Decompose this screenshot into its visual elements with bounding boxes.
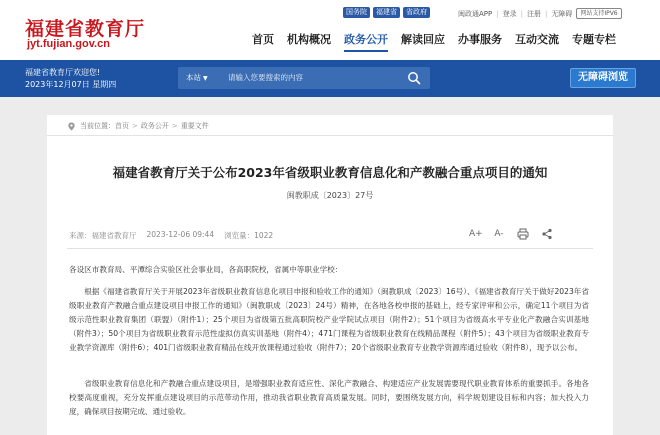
breadcrumb-important-documents[interactable]: 重要文件	[180, 122, 209, 130]
nav-home[interactable]: 首页	[252, 33, 274, 46]
document-number: 闽教职成〔2023〕27号	[286, 191, 374, 200]
nav-special-topics[interactable]: 专题专栏	[572, 33, 616, 46]
article-tools	[469, 228, 553, 240]
article-date: 2023-12-06 09:44	[146, 230, 215, 239]
font-decrease-button[interactable]: A-	[494, 229, 504, 239]
breadcrumb-separator: >	[171, 122, 178, 130]
breadcrumb	[67, 121, 209, 131]
search-input[interactable]: 请输入您要搜索的内容	[228, 73, 303, 82]
breadcrumb-home[interactable]: 首页	[115, 122, 129, 130]
badge-provincial-gov[interactable]: 省政府	[403, 7, 430, 18]
divider: |	[544, 9, 548, 18]
search-icon[interactable]	[407, 71, 421, 85]
top-links	[458, 8, 622, 19]
nav-interaction[interactable]: 互动交流	[515, 33, 559, 46]
link-login[interactable]: 登录	[502, 9, 517, 18]
divider	[67, 248, 593, 249]
gov-badges	[343, 7, 430, 18]
nav-services[interactable]: 办事服务	[458, 33, 502, 46]
accessibility-button[interactable]: 无障碍浏览	[570, 68, 636, 88]
article-paragraph-2: 省级职业教育信息化和产教融合重点建设项目，是增强职业教育适应性、深化产教融合、构建适应产业发展需要现代职业教育体系的重要抓手。各地各校要高度重视，充分发挥重点建设项目的示范带动作用，推动我省职业教育高质量发展。同时，要围绕发展方向，科学规划建设目标和内容；加大投入力度，确保项目按期完成、通过验收。	[69, 379, 589, 416]
welcome-block	[25, 67, 116, 91]
article-title: 福建省教育厅关于公布2023年省级职业教育信息化和产教融合重点项目的通知	[112, 165, 548, 180]
chevron-down-icon: ▼	[203, 75, 208, 82]
nav-org-overview[interactable]: 机构概况	[287, 33, 331, 46]
article-source: 来源：福建省教育厅	[69, 231, 137, 240]
search-scope-select[interactable]	[186, 72, 208, 83]
link-register[interactable]: 注册	[526, 9, 541, 18]
breadcrumb-separator: >	[132, 122, 138, 130]
breadcrumb-government-affairs[interactable]: 政务公开	[140, 122, 169, 130]
divider: |	[496, 9, 499, 18]
location-icon	[67, 122, 76, 131]
link-mzt-app[interactable]: 闽政通APP	[458, 9, 493, 18]
link-accessibility[interactable]: 无障碍	[551, 9, 573, 18]
current-date: 2023年12月07日 星期四	[25, 80, 117, 89]
divider	[47, 135, 613, 136]
breadcrumb-label: 当前位置：	[80, 122, 115, 130]
article-panel	[47, 115, 613, 435]
font-increase-button[interactable]: A+	[469, 229, 483, 239]
site-header	[0, 0, 660, 60]
badge-fujian[interactable]: 福建省	[373, 7, 400, 18]
print-icon[interactable]	[517, 228, 529, 240]
nav-government-affairs[interactable]: 政务公开	[344, 31, 388, 52]
ipv6-badge: 网站支持IPV6	[576, 8, 621, 19]
article-paragraph-1: 根据《福建省教育厅关于开展2023年省级职业教育信息化项目申报和验收工作的通知》（闽教职成〔2023〕16号）、《福建省教育厅关于做好2023年省级职业教育产教融合重点建设项目申报工作的通知》（闽教职成〔2023〕24号）精神，在各地各校申报的基础上，经专家评审和公示，确定11个项目为省级示范性职业教育集团（联盟）（附件1）；25个项目为省级第五批高职院校产业学院试点项目（附件2）；51个项目为省级高水平专业化产教融合实训基地（附件3）；50个项目为省级职业教育示范性虚拟仿真实训基地（附件4）；471门课程为省级职业教育在线精品课程（附件5）；43个项目为省级职业教育专业教学资源库（附件6）；401门省级职业教育精品在线开放课程通过验收（附件7）；20个省级职业教育专业教学资源库通过验收（附件8），现予以公布。	[69, 287, 589, 352]
site-title[interactable]: 福建省教育厅	[25, 18, 146, 40]
blue-band	[0, 60, 660, 97]
article-paragraph-salutation: 各设区市教育局、平潭综合实验区社会事业局，各高职院校，省属中等职业学校：	[69, 265, 343, 274]
article-views: 浏览量：1022	[224, 231, 274, 240]
nav-interpretation[interactable]: 解读回应	[401, 33, 445, 46]
main-nav	[252, 31, 629, 52]
site-url[interactable]: jyt.fujian.gov.cn	[27, 38, 110, 50]
article-meta	[69, 230, 273, 241]
share-icon[interactable]	[541, 228, 553, 240]
search-scope-label: 本站	[186, 73, 201, 82]
divider: |	[520, 9, 523, 18]
welcome-text: 福建省教育厅欢迎您!	[25, 68, 101, 77]
badge-guowuyuan[interactable]: 国务院	[343, 7, 370, 18]
search-bar[interactable]	[178, 67, 430, 89]
